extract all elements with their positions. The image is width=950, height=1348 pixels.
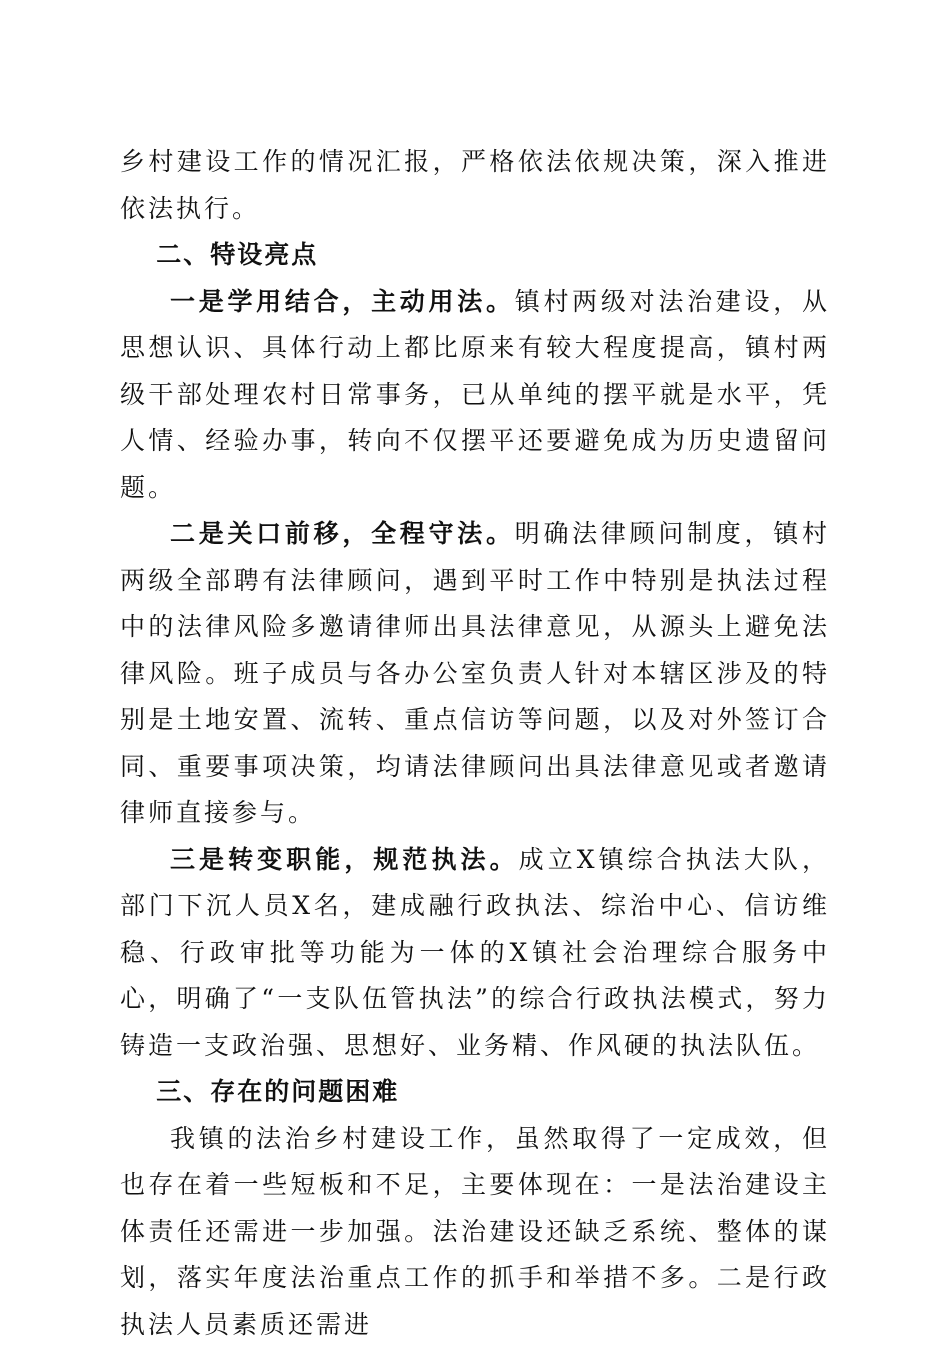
highlight-item-1 bbox=[120, 279, 830, 512]
highlight-item-3-body: 成立X镇综合执法大队，部门下沉人员X名，建成融行政执法、综治中心、信访维稳、行政审批等功能为一体的X镇社会治理综合服务中心，明确了“一支队伍管执法”的综合行政执法模式，努力铸造一支政治强、思想好、业务精、作风硬的执法队伍。 bbox=[120, 845, 830, 1060]
continued-paragraph: 乡村建设工作的情况汇报，严格依法依规决策，深入推进依法执行。 bbox=[120, 139, 830, 232]
highlight-item-1-body: 镇村两级对法治建设，从思想认识、具体行动上都比原来有较大程度提高，镇村两级干部处理农村日常事务，已从单纯的摆平就是水平，凭人情、经验办事，转向不仅摆平还要避免成为历史遗留问题。 bbox=[120, 287, 830, 502]
document-body bbox=[120, 139, 830, 1348]
section-heading-problems: 三、存在的问题困难 bbox=[120, 1069, 830, 1116]
section-heading-highlights: 二、特设亮点 bbox=[120, 232, 830, 279]
highlight-item-3-lead: 三是转变职能，规范执法。 bbox=[170, 845, 519, 874]
highlight-item-2 bbox=[120, 511, 830, 837]
highlight-item-2-lead: 二是关口前移，全程守法。 bbox=[170, 519, 515, 548]
highlight-item-1-lead: 一是学用结合，主动用法。 bbox=[170, 287, 515, 316]
highlight-item-2-body: 明确法律顾问制度，镇村两级全部聘有法律顾问，遇到平时工作中特别是执法过程中的法律风险多邀请律师出具法律意见，从源头上避免法律风险。班子成员与各办公室负责人针对本辖区涉及的特别是土地安置、流转、重点信访等问题，以及对外签订合同、重要事项决策，均请法律顾问出具法律意见或者邀请律师直接参与。 bbox=[120, 519, 830, 827]
highlight-item-3 bbox=[120, 837, 830, 1070]
problems-paragraph: 我镇的法治乡村建设工作，虽然取得了一定成效，但也存在着一些短板和不足，主要体现在：一是法治建设主体责任还需进一步加强。法治建设还缺乏系统、整体的谋划，落实年度法治重点工作的抓手和举措不多。二是行政执法人员素质还需进 bbox=[120, 1116, 830, 1348]
